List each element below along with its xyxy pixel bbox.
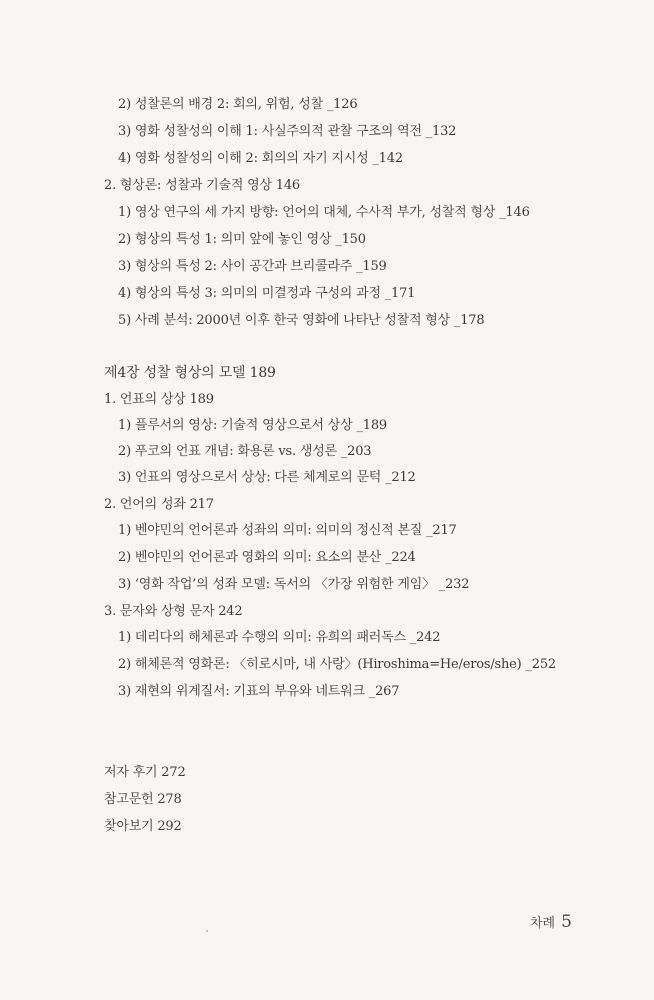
toc-entry[interactable]: 3) ‘영화 작업’의 성좌 모델: 독서의 〈가장 위험한 게임〉 _232 bbox=[118, 577, 470, 592]
toc-entry[interactable]: 4) 영화 성찰성의 이해 2: 회의의 자기 지시성 _142 bbox=[118, 151, 403, 166]
toc-section[interactable]: 2. 언어의 성좌 217 bbox=[104, 497, 214, 512]
toc-section[interactable]: 3. 문자와 상형 문자 242 bbox=[104, 604, 243, 619]
page-footer bbox=[530, 912, 572, 932]
toc-afterword[interactable]: 저자 후기 272 bbox=[104, 765, 186, 780]
toc-entry[interactable]: 2) 형상의 특성 1: 의미 앞에 놓인 영상 _150 bbox=[118, 232, 366, 247]
toc-entry[interactable]: 3) 영화 성찰성의 이해 1: 사실주의적 관찰 구조의 역전 _132 bbox=[118, 124, 457, 139]
toc-index[interactable]: 찾아보기 292 bbox=[104, 819, 182, 834]
toc-entry[interactable]: 1) 플루서의 영상: 기술적 영상으로서 상상 _189 bbox=[118, 418, 387, 433]
toc-entry[interactable]: 1) 영상 연구의 세 가지 방향: 언어의 대체, 수사적 부가, 성찰적 형상 _146 bbox=[118, 205, 530, 220]
toc-entry[interactable]: 1) 벤야민의 언어론과 성좌의 의미: 의미의 정신적 본질 _217 bbox=[118, 523, 457, 538]
running-footer-label: 차례 bbox=[530, 916, 556, 931]
paper-speck bbox=[206, 930, 208, 932]
toc-references[interactable]: 참고문헌 278 bbox=[104, 792, 182, 807]
toc-entry[interactable]: 1) 데리다의 해체론과 수행의 의미: 유희의 패러독스 _242 bbox=[118, 630, 441, 645]
toc-entry[interactable]: 3) 형상의 특성 2: 사이 공간과 브리콜라주 _159 bbox=[118, 259, 387, 274]
toc-entry[interactable]: 5) 사례 분석: 2000년 이후 한국 영화에 나타난 성찰적 형상 _178 bbox=[118, 313, 485, 328]
toc-entry[interactable]: 2) 푸코의 언표 개념: 화용론 vs. 생성론 _203 bbox=[118, 444, 372, 459]
toc-entry[interactable]: 3) 재현의 위계질서: 기표의 부유와 네트워크 _267 bbox=[118, 684, 400, 699]
toc-section[interactable]: 1. 언표의 상상 189 bbox=[104, 392, 214, 407]
toc-entry[interactable]: 3) 언표의 영상으로서 상상: 다른 체계로의 문턱 _212 bbox=[118, 470, 416, 485]
toc-chapter-title[interactable]: 제4장 성찰 형상의 모델 189 bbox=[104, 365, 276, 381]
page-number: 5 bbox=[561, 912, 572, 932]
toc-section[interactable]: 2. 형상론: 성찰과 기술적 영상 146 bbox=[104, 178, 300, 193]
toc-entry[interactable]: 2) 성찰론의 배경 2: 회의, 위험, 성찰 _126 bbox=[118, 97, 358, 112]
toc-entry[interactable]: 2) 해체론적 영화론: 〈히로시마, 내 사랑〉(Hiroshima=He/eros/she) _252 bbox=[118, 657, 556, 672]
toc-entry[interactable]: 4) 형상의 특성 3: 의미의 미결정과 구성의 과정 _171 bbox=[118, 286, 416, 301]
toc-entry[interactable]: 2) 벤야민의 언어론과 영화의 의미: 요소의 분산 _224 bbox=[118, 550, 416, 565]
